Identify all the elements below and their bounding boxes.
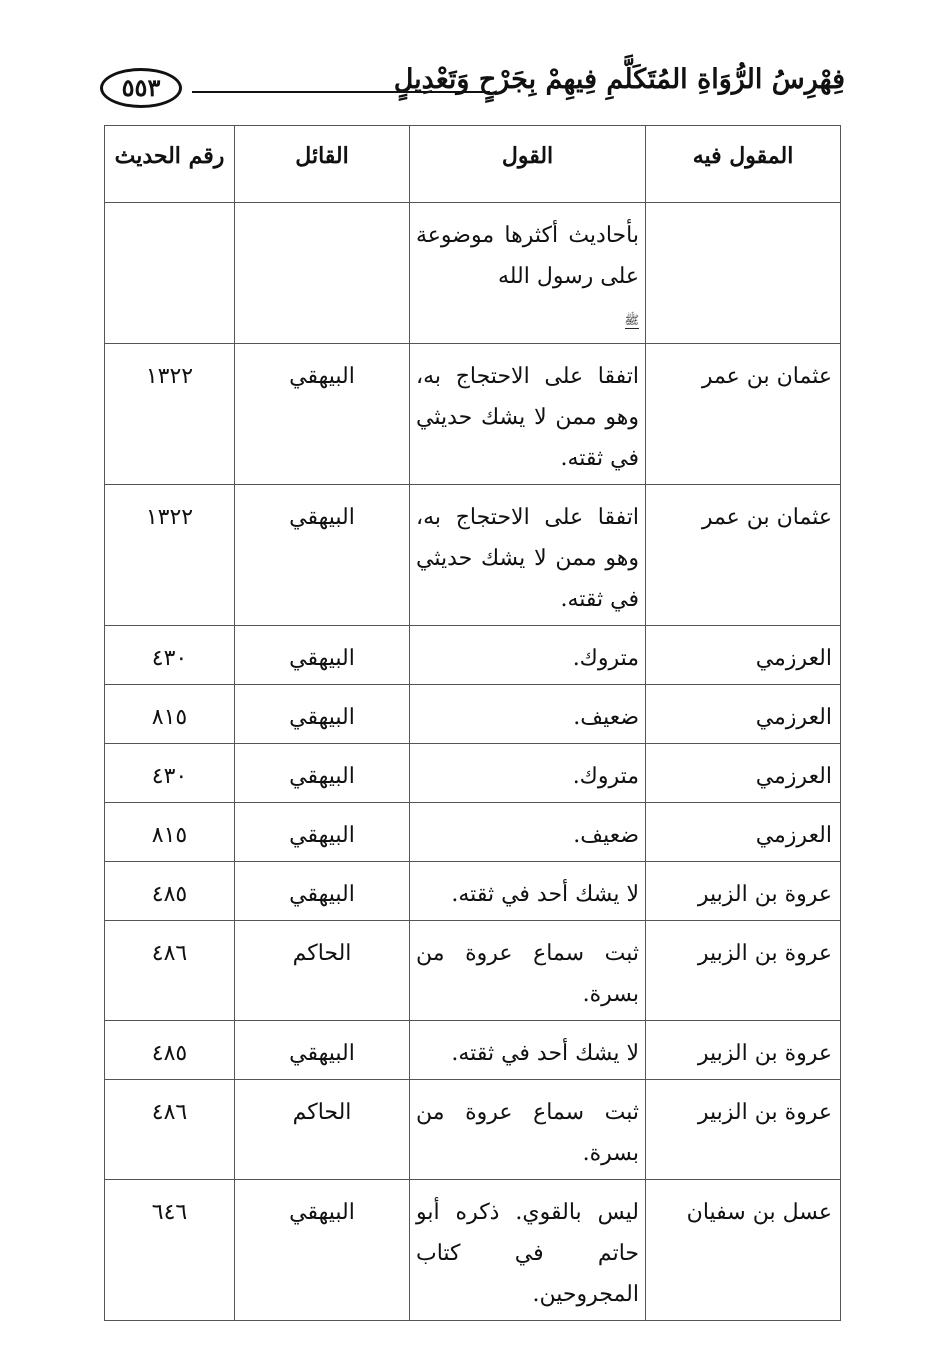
page-header [100,64,845,120]
quote-cell: لا يشك أحد في ثقته. [410,1021,646,1080]
hadith-number-cell: ٨١٥ [105,685,235,744]
table-row [105,803,841,862]
column-header-sayer: القائل [235,126,410,203]
hadith-number-cell: ٤٨٥ [105,862,235,921]
hadith-number-cell: ١٣٢٢ [105,344,235,485]
hadith-number-cell: ٤٨٦ [105,921,235,1021]
subject-cell: عروة بن الزبير [646,862,841,921]
subject-cell [646,203,841,344]
subject-cell: العرزمي [646,626,841,685]
narrators-index-table [104,125,841,1321]
subject-cell: عروة بن الزبير [646,921,841,1021]
quote-text: بأحاديث أكثرها موضوعة على رسول الله [416,223,639,289]
honorific-glyph: ﷺ [624,313,639,327]
table-row [105,1080,841,1180]
sayer-cell: الحاكم [235,1080,410,1180]
hadith-number-cell: ٨١٥ [105,803,235,862]
table-row [105,485,841,626]
sayer-cell: البيهقي [235,803,410,862]
column-header-subject: المقول فيه [646,126,841,203]
column-header-hadith-number: رقم الحديث [105,126,235,203]
table-header-row [105,126,841,203]
table-row [105,685,841,744]
sayer-cell [235,203,410,344]
hadith-number-cell: ١٣٢٢ [105,485,235,626]
hadith-number-cell: ٦٤٦ [105,1180,235,1321]
subject-cell: العرزمي [646,803,841,862]
subject-cell: العرزمي [646,685,841,744]
hadith-number-cell [105,203,235,344]
quote-cell: ثبت سماع عروة من بسرة. [410,921,646,1021]
quote-cell: ثبت سماع عروة من بسرة. [410,1080,646,1180]
quote-cell: لا يشك أحد في ثقته. [410,862,646,921]
subject-cell: عروة بن الزبير [646,1080,841,1180]
subject-cell: عثمان بن عمر [646,344,841,485]
table-row [105,862,841,921]
subject-cell: عسل بن سفيان [646,1180,841,1321]
sayer-cell: البيهقي [235,1180,410,1321]
sayer-cell: البيهقي [235,1021,410,1080]
table-row [105,921,841,1021]
sayer-cell: البيهقي [235,862,410,921]
quote-cell: ليس بالقوي. ذكره أبو حاتم في كتاب المجروحين. [410,1180,646,1321]
column-header-quote: القول [410,126,646,203]
sayer-cell: الحاكم [235,921,410,1021]
sayer-cell: البيهقي [235,626,410,685]
quote-cell: اتفقا على الاحتجاج به، وهو ممن لا يشك حديثي في ثقته. [410,344,646,485]
quote-cell: متروك. [410,744,646,803]
subject-cell: عروة بن الزبير [646,1021,841,1080]
hadith-number-cell: ٤٨٦ [105,1080,235,1180]
hadith-number-cell: ٤٣٠ [105,744,235,803]
table-row [105,1180,841,1321]
hadith-number-cell: ٤٣٠ [105,626,235,685]
sayer-cell: البيهقي [235,344,410,485]
table-row [105,744,841,803]
sayer-cell: البيهقي [235,485,410,626]
quote-cell: متروك. [410,626,646,685]
running-title: فِهْرِسُ الرُّوَاةِ المُتَكَلَّمِ فِيهِمْ بِجَرْحٍ وَتَعْدِيلٍ [393,64,845,95]
page-number: ٥٥٣ [100,68,182,108]
table-row [105,203,841,344]
quote-cell: ضعيف. [410,685,646,744]
quote-cell: اتفقا على الاحتجاج به، وهو ممن لا يشك حديثي في ثقته. [410,485,646,626]
table-row [105,344,841,485]
hadith-number-cell: ٤٨٥ [105,1021,235,1080]
subject-cell: عثمان بن عمر [646,485,841,626]
table-row [105,1021,841,1080]
table-row [105,626,841,685]
quote-cell [410,203,646,344]
sayer-cell: البيهقي [235,685,410,744]
quote-cell: ضعيف. [410,803,646,862]
sayer-cell: البيهقي [235,744,410,803]
subject-cell: العرزمي [646,744,841,803]
